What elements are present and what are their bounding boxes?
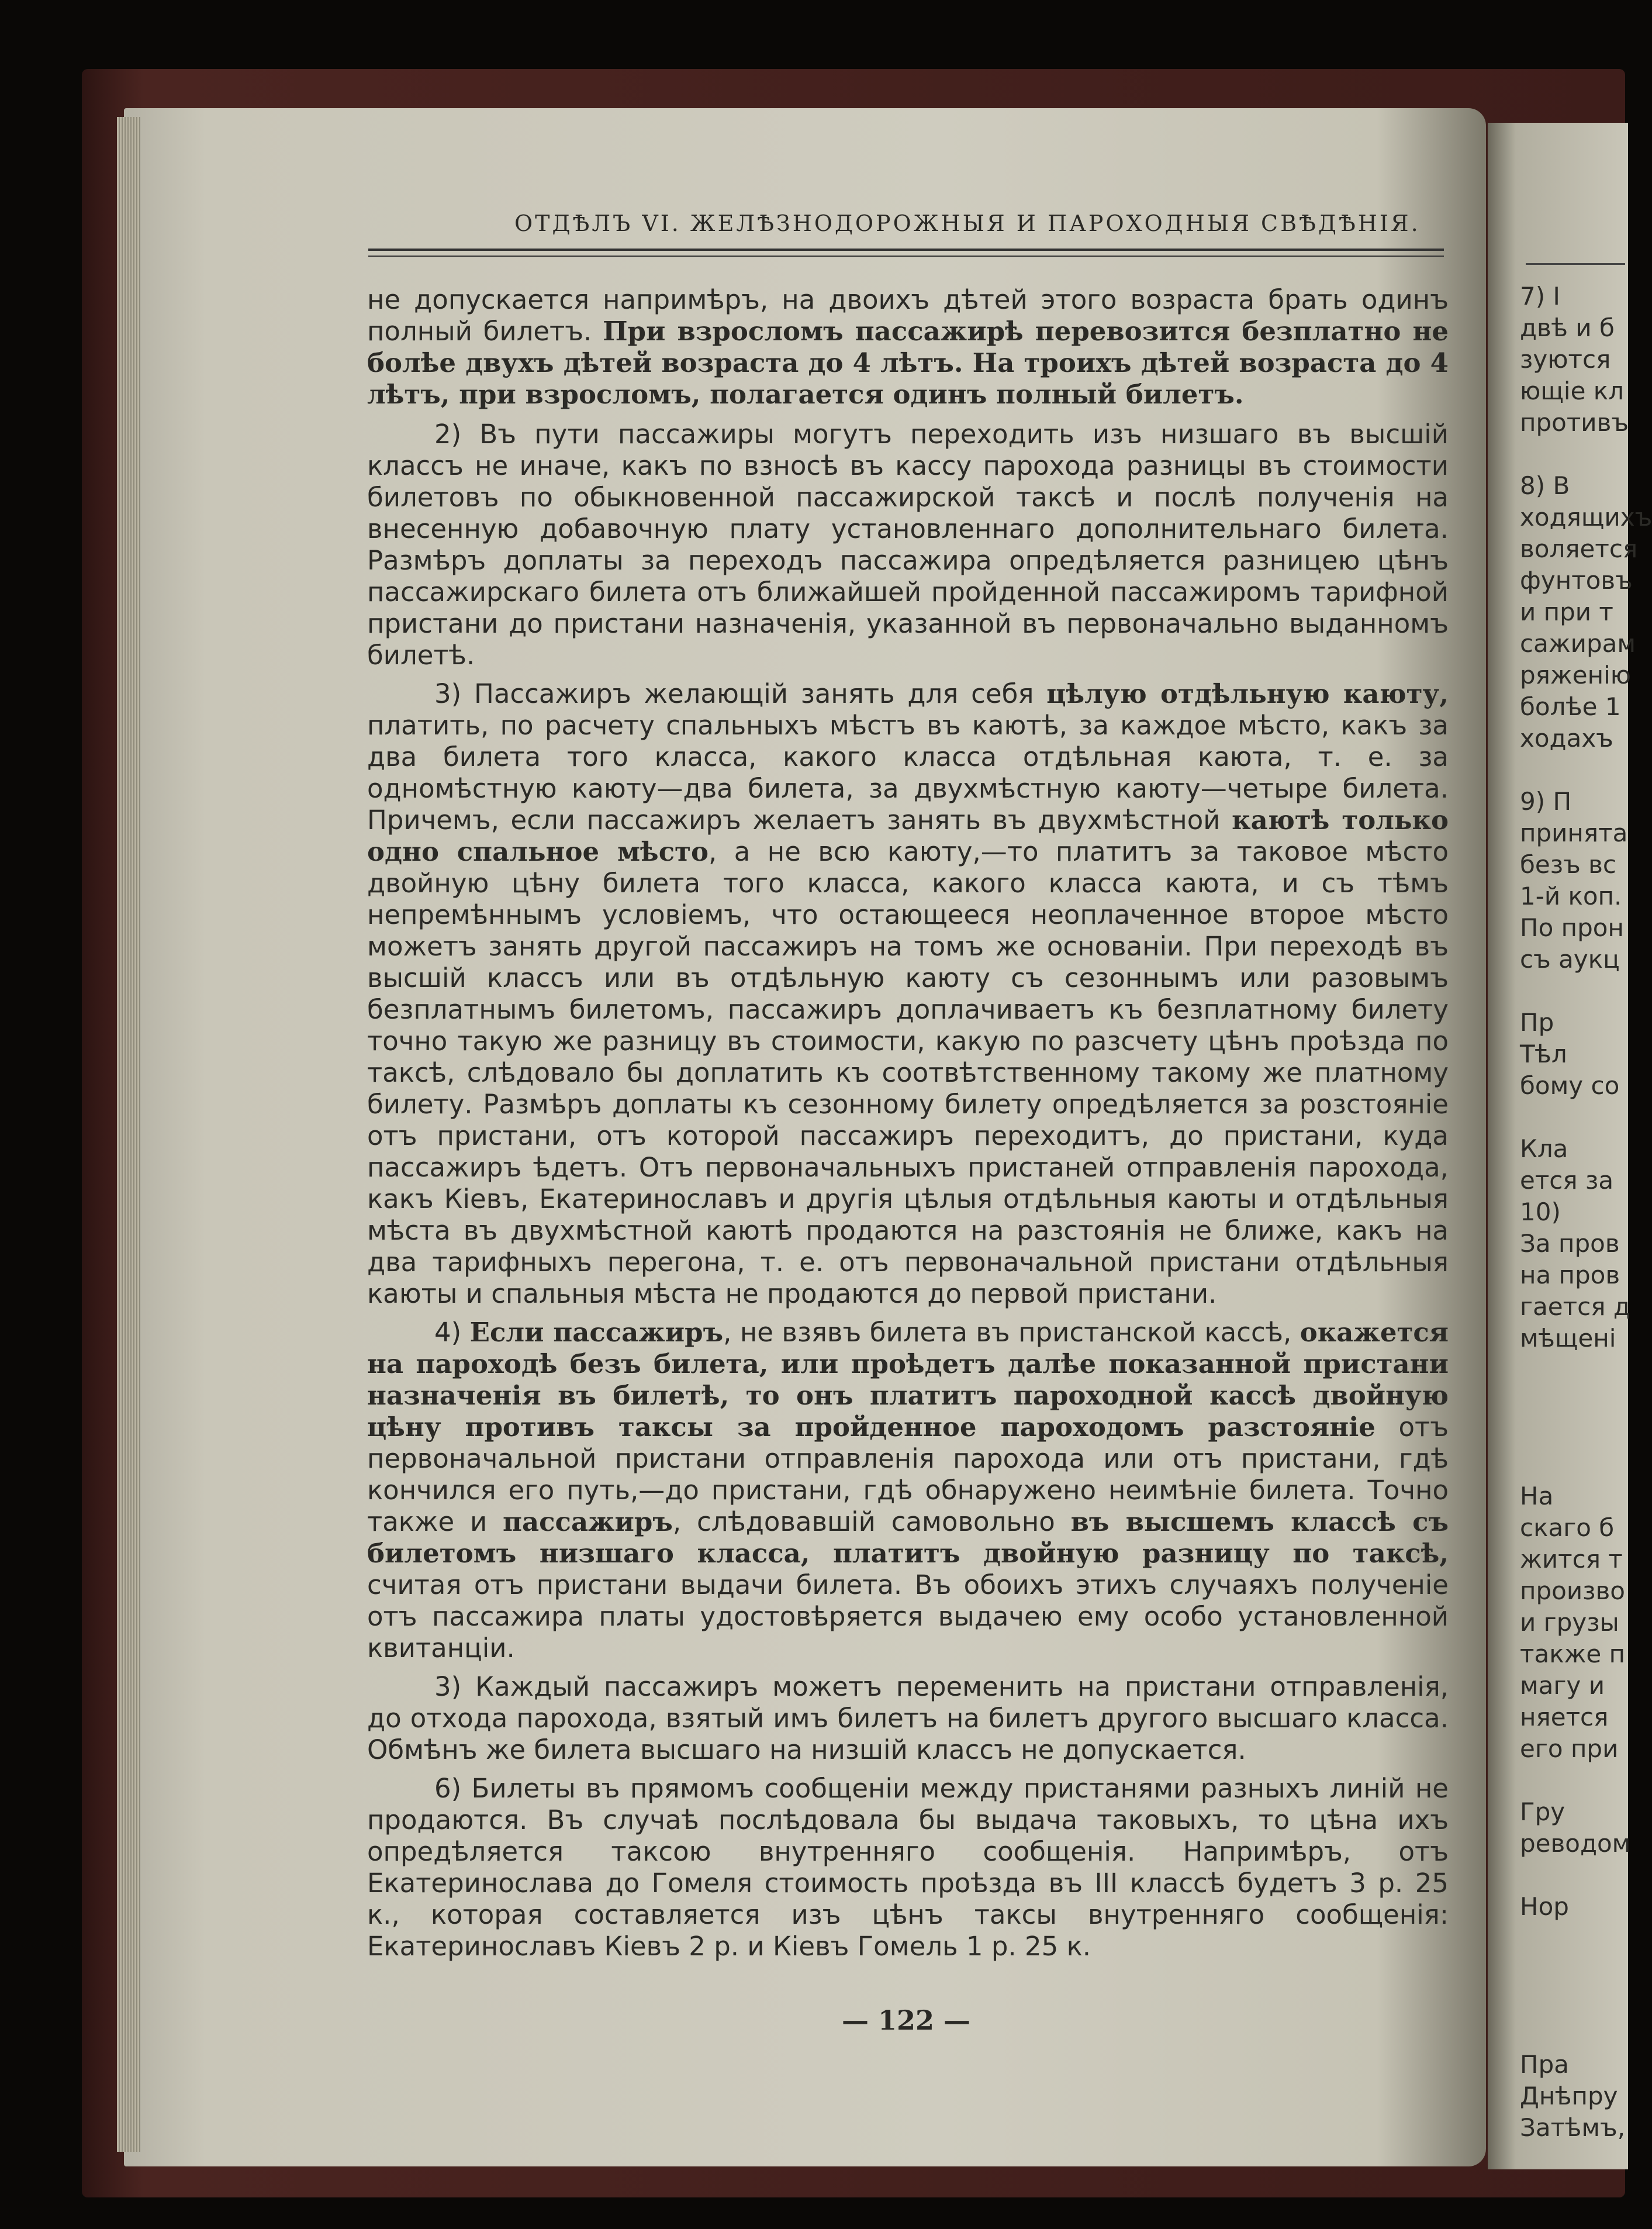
right-page-line: На	[1520, 1482, 1554, 1510]
right-page-line	[1520, 1449, 1625, 1481]
right-page-fragments	[1520, 281, 1652, 2144]
right-page-line: Днѣпру	[1520, 2082, 1618, 2110]
page-number: — 122 —	[842, 2004, 971, 2036]
right-page-line: безъ вс	[1520, 850, 1616, 879]
right-page-line: фунтовъ	[1520, 566, 1633, 595]
paragraph-3: 3) Пассажиръ желающій занять для себя цѣлую отдѣльную каюту, платить, по расчету спальныхъ мѣстъ въ каютѣ, за каждое мѣсто, какъ за два билета того класса, какого класса отдѣльная каюта, т. е. за одномѣстную каюту—два билета, за двухмѣстную каюту—четыре билета. Причемъ, если пассажиръ желаетъ занять въ двухмѣстной каютѣ только одно спальное мѣсто, а не всю каюту,—то платитъ за таковое мѣсто двойную цѣну билета того класса, какого класса каюта, и съ тѣмъ непремѣннымъ условіемъ, что остающееся неоплаченное второе мѣсто можетъ занять другой пассажиръ на томъ же основаніи. При переходѣ въ высшій классъ или въ отдѣльную каюту съ сезоннымъ или разовымъ безплатнымъ билетомъ, пассажиръ доплачиваетъ къ безплатному билету точно такую же разницу въ стоимости, какую по разсчету цѣнъ проѣзда по таксѣ, слѣдовало бы доплатить къ соотвѣтственному такому же платному билету. Размѣръ доплаты къ сезонному билету опредѣляется за розстояніе отъ пристани, отъ которой пассажиръ переходитъ, до пристани, куда пассажиръ ѣдетъ. Отъ первоначальныхъ пристаней отправленія парохода, какъ Кіевъ, Екатеринославъ и другія цѣлыя отдѣльныя каюты и отдѣльныя мѣста въ двухмѣстной каютѣ продаются на разстоянія не ближе, какъ на два тарифныхъ перегона, т. е. отъ первоначальной пристани отдѣльныя каюты и спальныя мѣста не продаются до первой пристани.	[367, 678, 1449, 1309]
right-page-line: скаго б	[1520, 1513, 1615, 1542]
right-page-line: 1-й коп.	[1520, 882, 1622, 910]
right-page-line	[1520, 1354, 1625, 1386]
right-page-line: За пров	[1520, 1229, 1620, 1258]
right-page-line: противъ	[1520, 408, 1629, 437]
paragraph-continuation: не допускается напримѣръ, на двоихъ дѣтей этого возраста брать одинъ полный билетъ. При взросломъ пассажирѣ перевозится безплатно не болѣе двухъ дѣтей возраста до 4 лѣтъ. На троихъ дѣтей возраста до 4 лѣтъ, при взросломъ, полагается одинъ полный билетъ.	[367, 284, 1449, 410]
right-page-line: Гру	[1520, 1797, 1565, 1826]
right-page-line: 9) П	[1520, 787, 1572, 816]
right-page-line	[1520, 1386, 1625, 1417]
right-page-line	[1520, 2017, 1625, 2049]
right-page-line: Пр	[1520, 1008, 1554, 1037]
right-page-line	[1520, 1923, 1625, 1954]
right-page-line: воляется	[1520, 534, 1638, 563]
page-edges	[117, 117, 140, 2152]
right-page-line	[1520, 439, 1625, 470]
right-page-line: ходахъ	[1520, 724, 1613, 753]
right-page-line: двѣ и б	[1520, 313, 1615, 342]
page-body	[367, 284, 1449, 1962]
right-page-line: его при	[1520, 1734, 1619, 1763]
paragraph-6: 6) Билеты въ прямомъ сообщеніи между пристанями разныхъ линій не продаются. Въ случаѣ послѣдовала бы выдача таковыхъ, то цѣна ихъ опредѣляется таксою внутренняго сообщенія. Напримѣръ, отъ Екатеринослава до Гомеля стоимость проѣзда въ III классѣ будетъ 3 р. 25 к., которая составляется изъ цѣнъ таксы внутренняго сообщенія: Екатеринославъ Кіевъ 2 р. и Кіевъ Гомель 1 р. 25 к.	[367, 1773, 1449, 1962]
right-page-line: реводом	[1520, 1829, 1631, 1858]
right-page-line	[1520, 1765, 1625, 1796]
right-page-line: 7) І	[1520, 282, 1560, 310]
right-page-line: По прон	[1520, 913, 1624, 942]
right-page-line: съ аукц	[1520, 945, 1620, 974]
right-page-line: ходящихъ	[1520, 503, 1652, 532]
paragraph-4: 4) Если пассажиръ, не взявъ билета въ пристанской кассѣ, окажется на пароходѣ безъ билета, или проѣдетъ далѣе показанной пристани назначенія въ билетѣ, то онъ платитъ пароходной кассѣ двойную цѣну противъ таксы за пройденное пароходомъ разстояніе отъ первоначальной пристани отправленія парохода или отъ пристани, гдѣ кончился его путь,—до пристани, гдѣ обнаружено неимѣніе билета. Точно также и пассажиръ, слѣдовавшій самовольно въ высшемъ классѣ съ билетомъ низшаго класса, платитъ двойную разницу по таксѣ, считая отъ пристани выдачи билета. Въ обоихъ этихъ случаяхъ полученіе отъ пассажира платы удостовѣряется выдачею ему особо установленной квитанціи.	[367, 1317, 1449, 1664]
right-page-line: Пра	[1520, 2050, 1569, 2079]
page-header: ОТДѢЛЪ VI. ЖЕЛѢЗНОДОРОЖНЫЯ И ПАРОХОДНЫЯ СВѢДѢНІЯ.	[514, 211, 1421, 236]
right-page-line: сажирам	[1520, 629, 1636, 658]
right-page-line: жится т	[1520, 1545, 1623, 1574]
right-page-line: произво	[1520, 1576, 1625, 1605]
right-page-line: бому со	[1520, 1071, 1620, 1100]
right-page-line: Тѣл	[1520, 1040, 1567, 1068]
right-page-line	[1520, 1102, 1625, 1133]
right-page-line	[1520, 754, 1625, 786]
right-page-line: ется за	[1520, 1166, 1614, 1195]
right-page-line: ряженію	[1520, 661, 1632, 689]
right-page-line: зуются	[1520, 345, 1611, 374]
right-page-line: Кла	[1520, 1134, 1568, 1163]
header-rule-thin	[368, 256, 1444, 257]
right-page-line	[1520, 1417, 1625, 1449]
right-page-line	[1520, 1859, 1625, 1891]
right-page-line: болѣе 1	[1520, 692, 1621, 721]
right-page-line: 8) В	[1520, 471, 1570, 500]
right-page-line: принята	[1520, 819, 1628, 847]
right-page-line: магу и	[1520, 1671, 1605, 1700]
right-page-rule	[1526, 263, 1625, 265]
right-page-line	[1520, 1954, 1625, 1986]
right-page-line: и при т	[1520, 598, 1613, 626]
right-page-line: 10)	[1520, 1198, 1561, 1226]
right-page-line	[1520, 1986, 1625, 2017]
paragraph-2: 2) Въ пути пассажиры могутъ переходить изъ низшаго въ высшій классъ не иначе, какъ по взносѣ въ кассу парохода разницы въ стоимости билетовъ по обыкновенной пассажирской таксѣ и послѣ полученія на внесенную добавочную плату установленнаго дополнительнаго билета. Размѣръ доплаты за переходъ пассажира опредѣляется разницею цѣнъ пассажирскаго билета отъ ближайшей пройденной пассажиромъ тарифной пристани до пристани назначенія, указанной въ первоначально выданномъ билетѣ.	[367, 419, 1449, 671]
right-page-line: мѣщені	[1520, 1324, 1616, 1352]
right-page-line: няется	[1520, 1703, 1609, 1731]
right-page-line: также п	[1520, 1640, 1626, 1668]
right-page-line	[1520, 975, 1625, 1007]
right-page-line: гается д	[1520, 1292, 1630, 1321]
header-rule-thick	[368, 249, 1444, 251]
right-page-line: на пров	[1520, 1261, 1620, 1289]
paragraph-5: 3) Каждый пассажиръ можетъ переменить на пристани отправленія, до отхода парохода, взятый имъ билетъ на билетъ другого высшаго класса. Обмѣнъ же билета высшаго на низшій классъ не допускается.	[367, 1671, 1449, 1765]
right-page-line: ющіе кл	[1520, 377, 1624, 405]
right-page-line: Нор	[1520, 1892, 1569, 1921]
right-page-line: и грузы	[1520, 1608, 1619, 1637]
right-page-line: Затѣмъ,	[1520, 2113, 1626, 2142]
